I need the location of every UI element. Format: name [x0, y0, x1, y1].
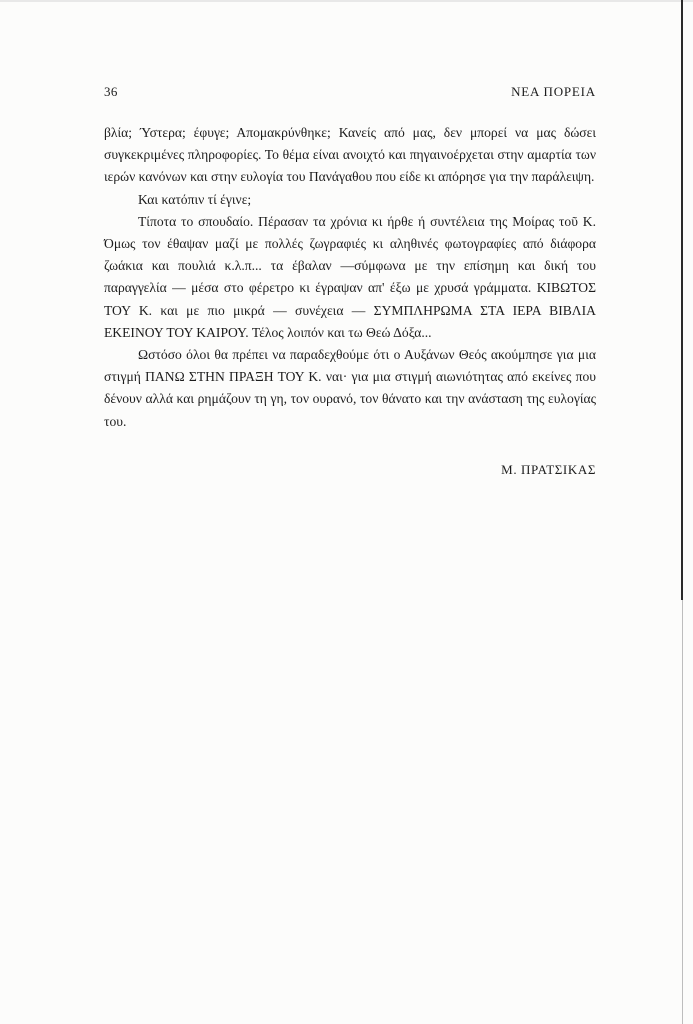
- running-title: ΝΕΑ ΠΟΡΕΙΑ: [511, 84, 596, 99]
- paragraph: βλία; Ύστερα; έφυγε; Απομακρύνθηκε; Κανείς από μας, δεν μπορεί να μας δώσει συγκεκριμένες πληροφορίες. Το θέμα είναι ανοιχτό και πηγαινοέρχεται στην αμαρτία των ιερών κανόνων και στην ευλογία του Πανάγαθου που είδε κι απόρησε για την παράλειψη.: [104, 125, 596, 185]
- running-header: [104, 84, 596, 102]
- paragraph: Ωστόσο όλοι θα πρέπει να παραδεχθούμε ότι ο Αυξάνων Θεός ακούμπησε για μια στιγμή ΠΑΝΩ ΣΤΗΝ ΠΡΑΞΗ ΤΟΥ Κ. ναι· για μια στιγμή αιωνιότητας από εκείνες που δένουν αλλά και ρημάζουν τη γη, τον ουρανό, τον θάνατο και την ανάσταση της ευλογίας του.: [104, 347, 596, 429]
- paragraph: Τίποτα το σπουδαίο. Πέρασαν τα χρόνια κι ήρθε ή συντέλεια της Μοίρας τοῦ Κ. Όμως τον έθαψαν μαζί με πολλές ζωγραφιές κι αληθινές φωτογραφίες από διάφορα ζωάκια και πουλιά κ.λ.π... τα έβαλαν —σύμφωνα με την επίσημη και δική του παραγγελία — μέσα στο φέρετρο κι έγραψαν απ' έξω με χρυσά γράμματα. ΚΙΒΩΤΟΣ ΤΟΥ Κ. και με πιο μικρά — συνέχεια — ΣΥΜΠΛΗΡΩΜΑ ΣΤΑ ΙΕΡΑ ΒΙΒΛΙΑ ΕΚΕΙΝΟΥ ΤΟΥ ΚΑΙΡΟΥ. Τέλος λοιπόν και τω Θεώ Δόξα...: [104, 213, 596, 340]
- page-top-edge: [0, 0, 693, 2]
- page-number: 36: [104, 84, 118, 99]
- article-body: [104, 122, 596, 433]
- page-binding-edge: [681, 0, 683, 600]
- page-binding-edge-lower: [682, 600, 683, 1024]
- author-signature: Μ. ΠΡΑΤΣΙΚΑΣ: [501, 462, 596, 477]
- paragraph: Και κατόπιν τί έγινε;: [138, 191, 252, 207]
